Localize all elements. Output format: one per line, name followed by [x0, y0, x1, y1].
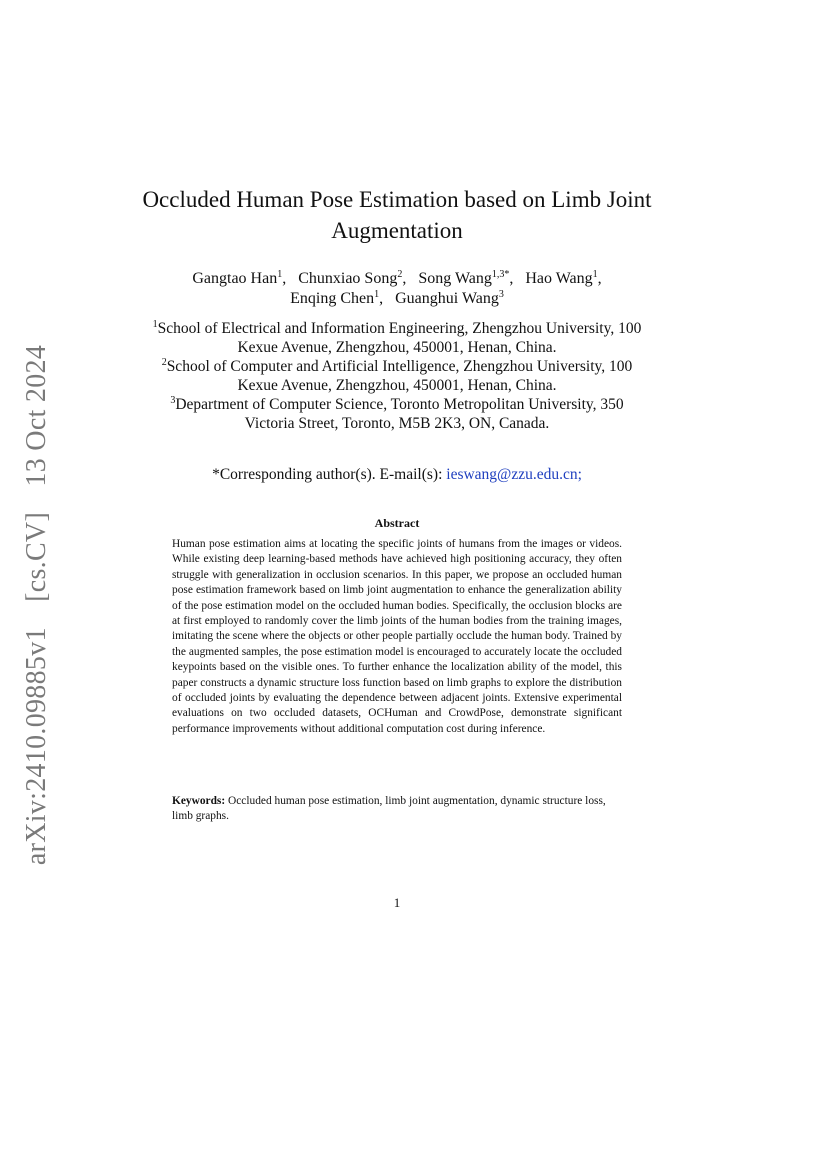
- author-name: Gangtao Han: [192, 270, 278, 287]
- affiliation-1: [150, 319, 644, 357]
- abstract-heading: Abstract: [374, 516, 420, 530]
- author-name: Chunxiao Song: [298, 270, 398, 287]
- author-name: Song Wang: [418, 270, 492, 287]
- keywords-text: Occluded human pose estimation, limb joint augmentation, dynamic structure loss, limb graphs.: [172, 795, 606, 822]
- affiliation-mark: 1: [152, 319, 158, 330]
- affiliation-mark: 3: [170, 395, 176, 406]
- author-affiliation-mark: 1: [277, 269, 283, 280]
- affiliation-3: [150, 395, 644, 433]
- abstract-text: Human pose estimation aims at locating the specific joints of humans from the images or videos. While existing deep learning-based methods have achieved high positioning accuracy, they often struggle with generalization in occlusion scenarios. In this paper, we propose an occluded human pose estimation framework based on limb joint augmentation to enhance the generalization ability of the pose estimation model on the occluded human bodies. Specifically, the occlusion blocks are at first employed to randomly cover the limb joints of the human bodies from the training images, imitating the scene where the objects or other people partially occlude the human body. Trained by the augmented samples, the pose estimation model is encouraged to accurately locate the occluded keypoints based on the visible ones. To further enhance the localization ability of the model, this paper constructs a dynamic structure loss function based on limb graphs to explore the distribution of occluded joints by evaluating the dependence between adjacent joints. Extensive experimental evaluations on two occluded datasets, OCHuman and CrowdPose, demonstrate significant performance improvements without additional computation cost during inference.: [172, 538, 622, 735]
- author-affiliation-mark: 1,3*: [491, 269, 510, 280]
- paper-title: Occluded Human Pose Estimation based on Limb Joint Augmentation: [142, 187, 652, 243]
- author-list: Gangtao Han$^1$, Chunxiao Song$^2$, Song Wang$^{1,3*}$, Hao Wang$^1$, Enqing Chen$^1$, Guanghui Wang$^3$: [192, 269, 602, 307]
- arxiv-id: arXiv:2410.09885v1: [21, 627, 52, 866]
- keywords: [172, 794, 622, 824]
- affiliation-2: [150, 357, 644, 395]
- author-3: [525, 270, 597, 287]
- author-affiliation-mark: 1: [374, 289, 380, 300]
- author-affiliation-mark: 3: [498, 289, 504, 300]
- author-0: [192, 270, 282, 287]
- author-name: Enqing Chen: [290, 290, 375, 307]
- author-affiliation-mark: 1: [592, 269, 598, 280]
- author-1: [298, 270, 402, 287]
- author-4: [290, 290, 379, 307]
- author-name: Hao Wang: [525, 270, 593, 287]
- arxiv-identifier-stamp: [21, 345, 53, 865]
- affiliation-text: School of Electrical and Information Engineering, Zhengzhou University, 100 Kexue Avenue, Zhengzhou, 450001, Henan, China.: [157, 320, 642, 356]
- affiliation-mark: 2: [161, 357, 167, 368]
- author-2: [418, 270, 509, 287]
- corresponding-author: [150, 465, 644, 485]
- corresponding-label: *Corresponding author(s). E-mail(s):: [212, 466, 443, 483]
- keywords-label: Keywords:: [172, 795, 226, 807]
- author-name: Guanghui Wang: [395, 290, 499, 307]
- affiliation-text: Department of Computer Science, Toronto Metropolitan University, 350 Victoria Street, Toronto, M5B 2K3, ON, Canada.: [175, 396, 624, 432]
- author-affiliation-mark: 2: [397, 269, 403, 280]
- arxiv-date: 13 Oct 2024: [21, 344, 52, 487]
- affiliation-list: [150, 319, 644, 433]
- email-link[interactable]: ieswang@zzu.edu.cn;: [446, 466, 582, 483]
- arxiv-category: [cs.CV]: [21, 511, 52, 602]
- author-5: [395, 290, 504, 307]
- page-number: 1: [393, 895, 401, 910]
- affiliation-text: School of Computer and Artificial Intelligence, Zhengzhou University, 100 Kexue Avenue, Zhengzhou, 450001, Henan, China.: [166, 358, 633, 394]
